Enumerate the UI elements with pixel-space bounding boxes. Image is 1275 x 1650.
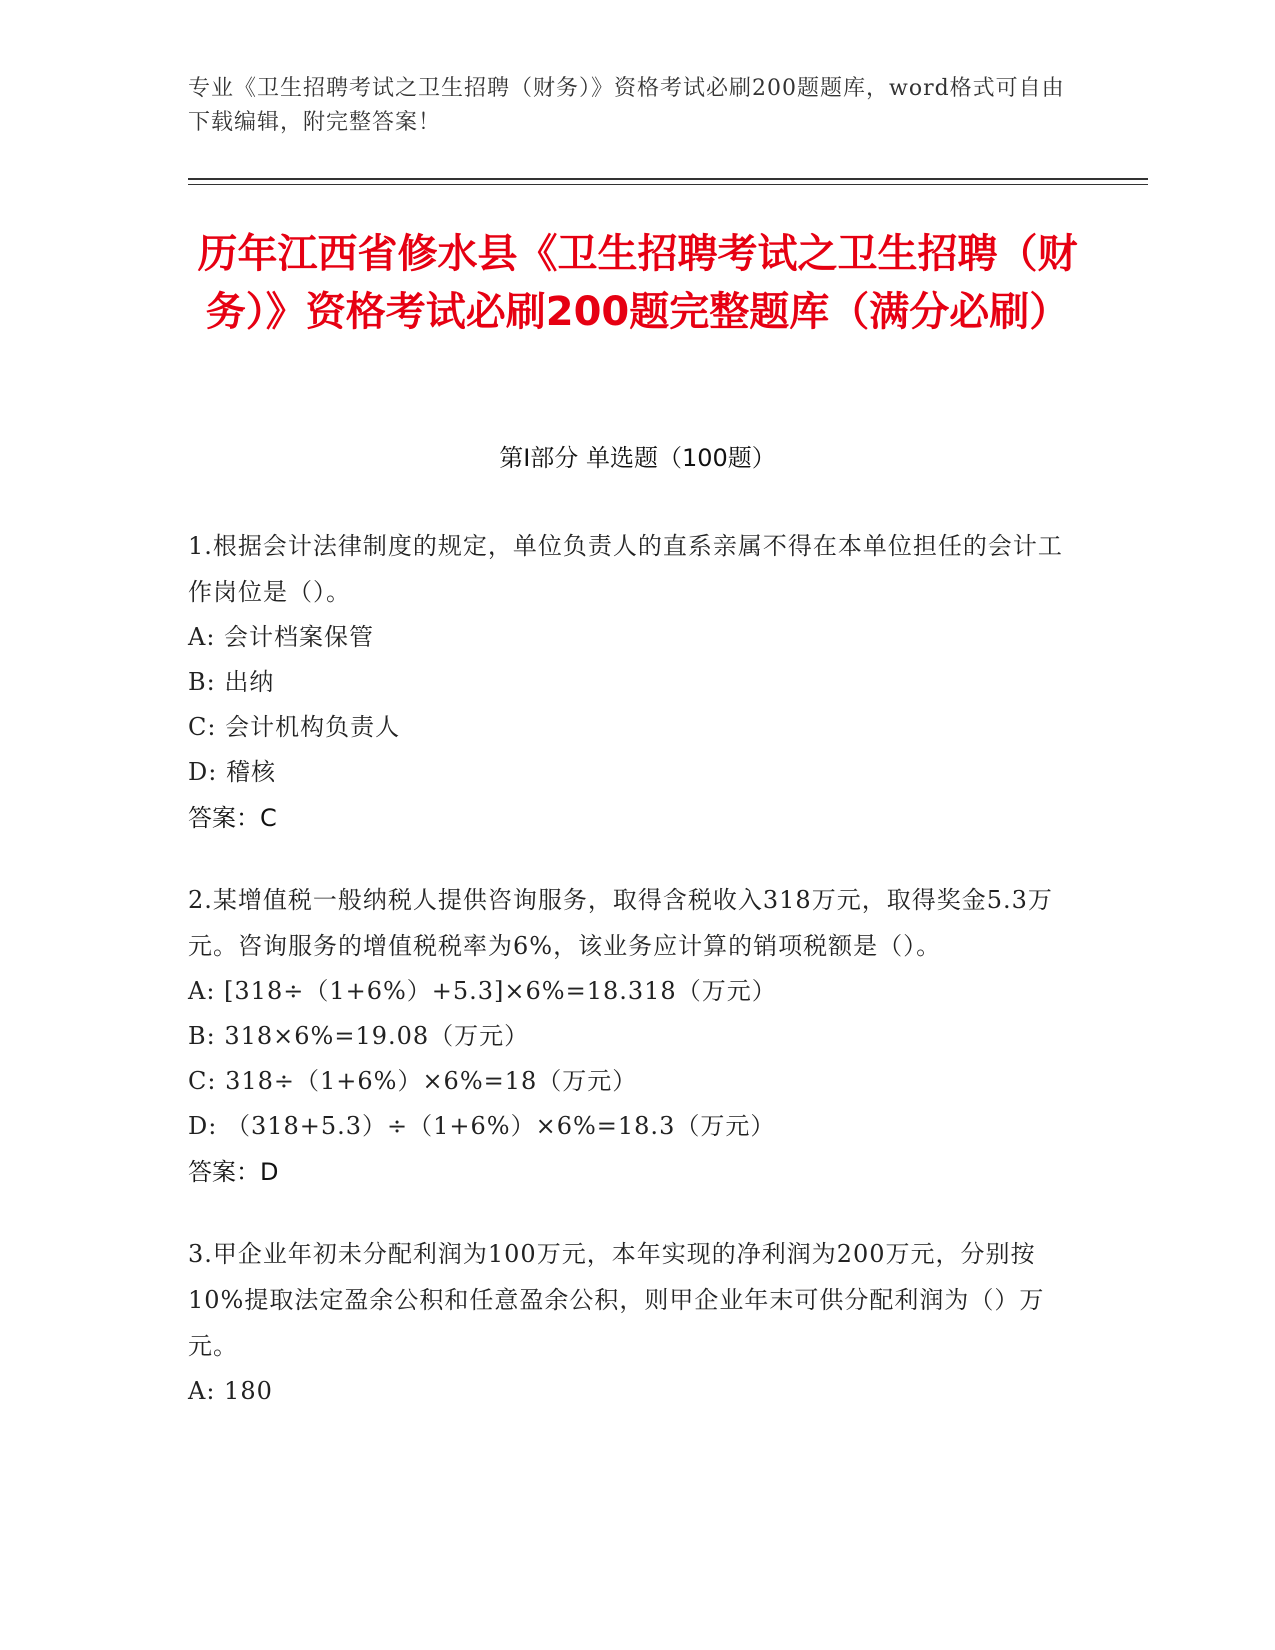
question-stem: 2.某增值税一般纳税人提供咨询服务，取得含税收入318万元，取得奖金5.3万元。咨询服务的增值税税率为6%，该业务应计算的销项税额是（）。 [188,886,1053,960]
option-a: A: [318÷（1+6%）+5.3]×6%=18.318（万元） [188,977,777,1005]
option-c: C: 会计机构负责人 [188,713,401,741]
question-2 [188,877,1083,1195]
document-title: 历年江西省修水县《卫生招聘考试之卫生招聘（财务）》资格考试必刷200题完整题库（满分必刷） [197,231,1078,335]
header-divider-thick [188,178,1148,180]
question-stem: 3.甲企业年初未分配利润为100万元，本年实现的净利润为200万元，分别按10%提取法定盈余公积和任意盈余公积，则甲企业年末可供分配利润为（）万元。 [188,1240,1045,1360]
option-d: D: 稽核 [188,758,276,786]
header-divider-thin [188,184,1148,185]
option-b: B: 318×6%=19.08（万元） [188,1022,530,1050]
question-1 [188,523,1083,841]
answer-text: 答案：D [188,1158,279,1186]
option-c: C: 318÷（1+6%）×6%=18（万元） [188,1067,638,1095]
option-d: D: （318+5.3）÷（1+6%）×6%=18.3（万元） [188,1112,776,1140]
header-note: 专业《卫生招聘考试之卫生招聘（财务）》资格考试必刷200题题库，word格式可自由下载编辑，附完整答案！ [188,76,1065,135]
section-title: 第I部分 单选题（100题） [499,444,776,472]
question-list [188,523,1083,1450]
option-b: B: 出纳 [188,668,275,696]
question-3 [188,1231,1083,1414]
option-a: A: 会计档案保管 [188,623,375,651]
option-a: A: 180 [188,1377,273,1405]
answer-text: 答案：C [188,804,277,832]
question-stem: 1.根据会计法律制度的规定，单位负责人的直系亲属不得在本单位担任的会计工作岗位是（）。 [188,532,1063,606]
